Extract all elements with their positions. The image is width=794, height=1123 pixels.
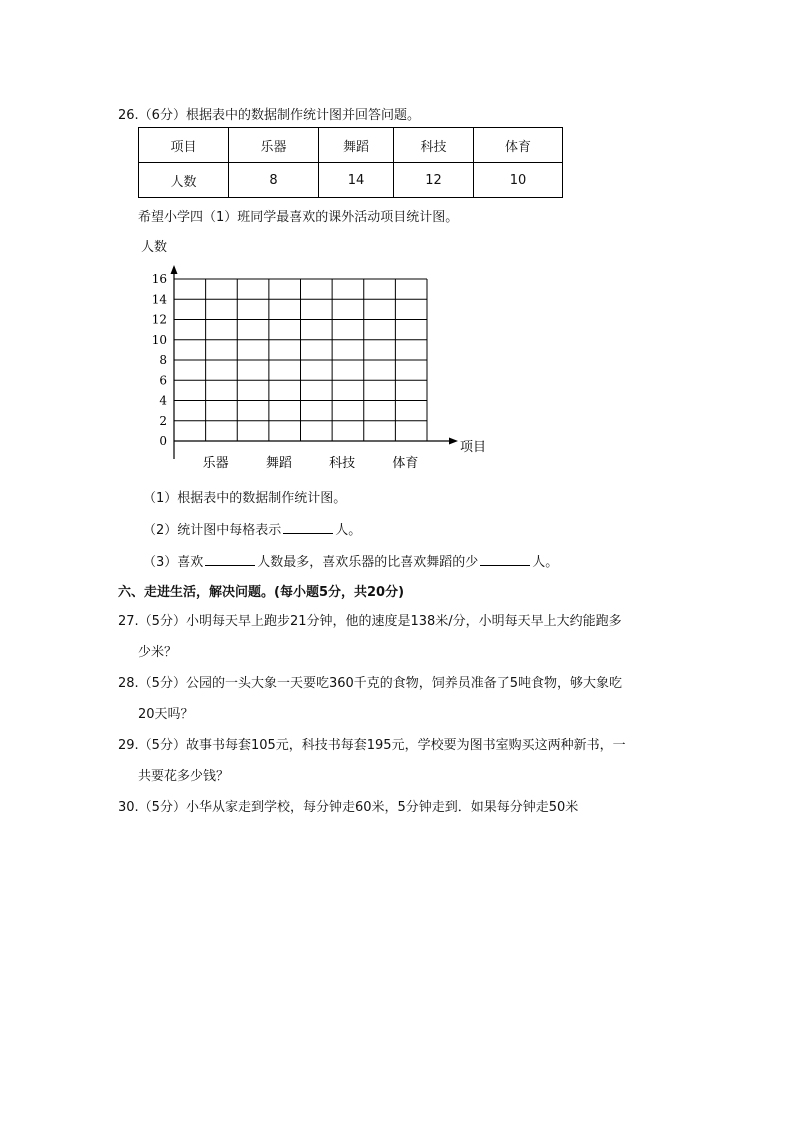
x-category-label: 乐器: [202, 456, 229, 471]
table-header-row: [139, 128, 563, 163]
sub-question-3: [143, 551, 558, 570]
y-axis-arrow-icon: [171, 265, 178, 274]
sub-question-1: （1）根据表中的数据制作统计图。: [143, 491, 347, 506]
chart-x-axis-label: 项目: [460, 440, 487, 455]
question-28-line-2: 20天吗？: [138, 707, 194, 722]
y-tick-label: 10: [151, 332, 167, 347]
y-tick-label: 6: [159, 373, 167, 388]
chart-y-axis-label: 人数: [141, 240, 168, 255]
table-cell: 体育: [474, 128, 563, 163]
question-27: [118, 606, 678, 668]
x-axis-arrow-icon: [449, 438, 458, 445]
sub-question-2: [143, 519, 361, 538]
question-27-line-2: 少米？: [138, 645, 178, 660]
question-29-line-2: 共要花多少钱？: [138, 769, 230, 784]
data-table: [138, 127, 563, 198]
table-row: [139, 163, 563, 198]
table-cell: 舞蹈: [319, 128, 394, 163]
answer-blank[interactable]: [283, 519, 333, 534]
x-category-label: 科技: [329, 456, 356, 471]
table-cell: 乐器: [229, 128, 319, 163]
sub-question-3-text-c: 人。: [532, 555, 559, 570]
table-cell: 8: [229, 163, 319, 198]
table-cell: 人数: [139, 163, 229, 198]
y-tick-label: 12: [151, 312, 167, 327]
y-tick-label: 16: [151, 272, 167, 286]
table-cell: 14: [319, 163, 394, 198]
y-tick-label: 14: [151, 292, 167, 307]
x-category-label: 体育: [392, 456, 419, 471]
y-tick-label: 8: [159, 353, 167, 367]
table-cell: 项目: [139, 128, 229, 163]
answer-blank[interactable]: [205, 551, 255, 566]
question-30: [118, 792, 678, 823]
table-cell: 10: [474, 163, 563, 198]
chart-gridlines: [174, 279, 427, 441]
question-28-line-1: 28.（5分）公园的一头大象一天要吃360千克的食物，饲养员准备了5吨食物，够大象吃: [118, 676, 623, 691]
y-tick-label: 2: [159, 413, 167, 428]
question-26-title: 26.（6分）根据表中的数据制作统计图并回答问题。: [118, 108, 420, 123]
table-cell: 科技: [394, 128, 474, 163]
question-30-line-1: 30.（5分）小华从家走到学校，每分钟走60米，5分钟走到．如果每分钟走50米: [118, 800, 579, 815]
question-27-line-1: 27.（5分）小明每天早上跑步21分钟，他的速度是138米/分，小明每天早上大约能跑多: [118, 614, 622, 629]
section-title: 六、走进生活，解决问题。(每小题5分，共20分): [118, 585, 405, 600]
sub-question-2-unit: 人。: [335, 523, 362, 538]
empty-chart-grid: [140, 262, 500, 477]
sub-question-2-text: （2）统计图中每格表示: [143, 523, 282, 538]
x-category-label: 舞蹈: [265, 456, 292, 471]
question-29: [118, 730, 678, 792]
sub-question-3-text-a: （3）喜欢: [143, 555, 204, 570]
table-cell: 12: [394, 163, 474, 198]
question-28: [118, 668, 678, 730]
question-29-line-1: 29.（5分）故事书每套105元，科技书每套195元，学校要为图书室购买这两种新书，一: [118, 738, 626, 753]
chart-caption: 希望小学四（1）班同学最喜欢的课外活动项目统计图。: [138, 210, 459, 225]
y-tick-label: 4: [159, 393, 167, 408]
sub-question-3-text-b: 人数最多，喜欢乐器的比喜欢舞蹈的少: [257, 555, 479, 570]
answer-blank[interactable]: [480, 551, 530, 566]
y-tick-label: 0: [159, 434, 167, 448]
